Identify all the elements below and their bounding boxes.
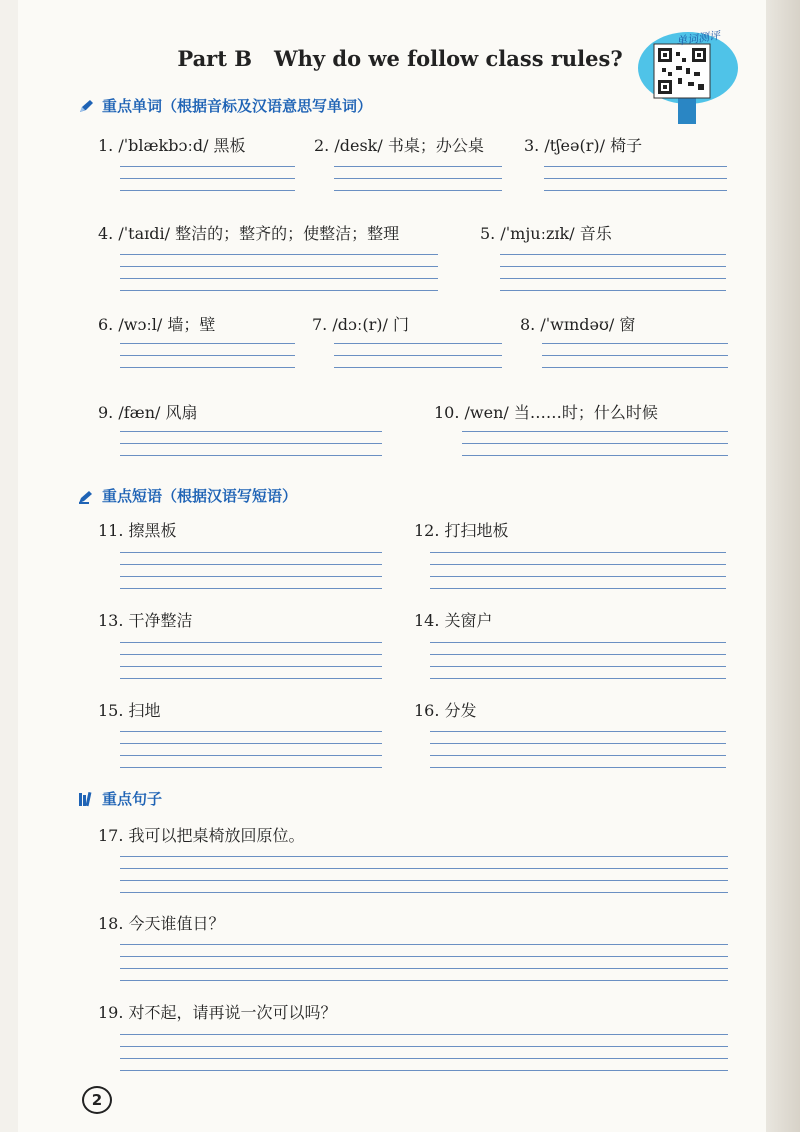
phrase-item: 14. 关窗户 [414,611,493,630]
answer-lines[interactable] [120,166,295,202]
pen-icon [78,488,96,504]
word-item: 4. /ˈtaɪdi/ 整洁的；整齐的；使整洁；整理 [98,224,400,243]
answer-lines[interactable] [120,856,728,904]
answer-lines[interactable] [120,731,382,779]
section-title: 重点短语（根据汉语写短语） [102,487,298,505]
answer-lines[interactable] [430,642,726,690]
answer-lines[interactable] [120,552,382,600]
pencil-icon [78,98,96,114]
answer-lines[interactable] [120,1034,728,1082]
sentence-item: 17. 我可以把桌椅放回原位。 [98,826,305,845]
part-label: Part B [177,46,253,71]
answer-lines[interactable] [120,343,295,379]
phrase-item: 12. 打扫地板 [414,521,509,540]
word-item: 1. /ˈblækbɔːd/ 黑板 [98,136,246,155]
phrase-item: 11. 擦黑板 [98,521,177,540]
word-item: 7. /dɔː(r)/ 门 [312,315,409,334]
phrase-item: 13. 干净整洁 [98,611,193,630]
answer-lines[interactable] [120,431,382,467]
section-title: 重点单词（根据音标及汉语意思写单词） [102,97,373,115]
section-key-words [78,95,372,116]
answer-lines[interactable] [462,431,728,467]
page-number: 2 [82,1086,112,1114]
answer-lines[interactable] [120,254,438,302]
answer-lines[interactable] [430,731,726,779]
answer-lines[interactable] [542,343,728,379]
answer-lines[interactable] [430,552,726,600]
book-spine [766,0,800,1132]
word-item: 9. /fæn/ 风扇 [98,403,198,422]
answer-lines[interactable] [544,166,727,202]
answer-lines[interactable] [120,642,382,690]
phrase-item: 15. 扫地 [98,701,161,720]
answer-lines[interactable] [500,254,726,302]
section-key-sentences [78,788,162,809]
word-item: 10. /wen/ 当……时；什么时候 [434,403,658,422]
answer-lines[interactable] [120,944,728,992]
word-item: 8. /ˈwɪndəʊ/ 窗 [520,315,636,334]
word-item: 5. /ˈmjuːzɪk/ 音乐 [480,224,612,243]
word-item: 6. /wɔːl/ 墙；壁 [98,315,216,334]
qr-label: 单词测评 [675,28,721,48]
sentence-item: 19. 对不起，请再说一次可以吗？ [98,1003,337,1022]
section-title: 重点句子 [102,790,163,808]
phrase-item: 16. 分发 [414,701,477,720]
section-key-phrases [78,485,297,506]
word-item: 3. /tʃeə(r)/ 椅子 [524,136,643,155]
answer-lines[interactable] [334,343,502,379]
answer-lines[interactable] [334,166,502,202]
sentence-item: 18. 今天谁值日？ [98,914,225,933]
title-text: Why do we follow class rules? [274,46,623,71]
word-item: 2. /desk/ 书桌；办公桌 [314,136,484,155]
books-icon [78,791,96,807]
